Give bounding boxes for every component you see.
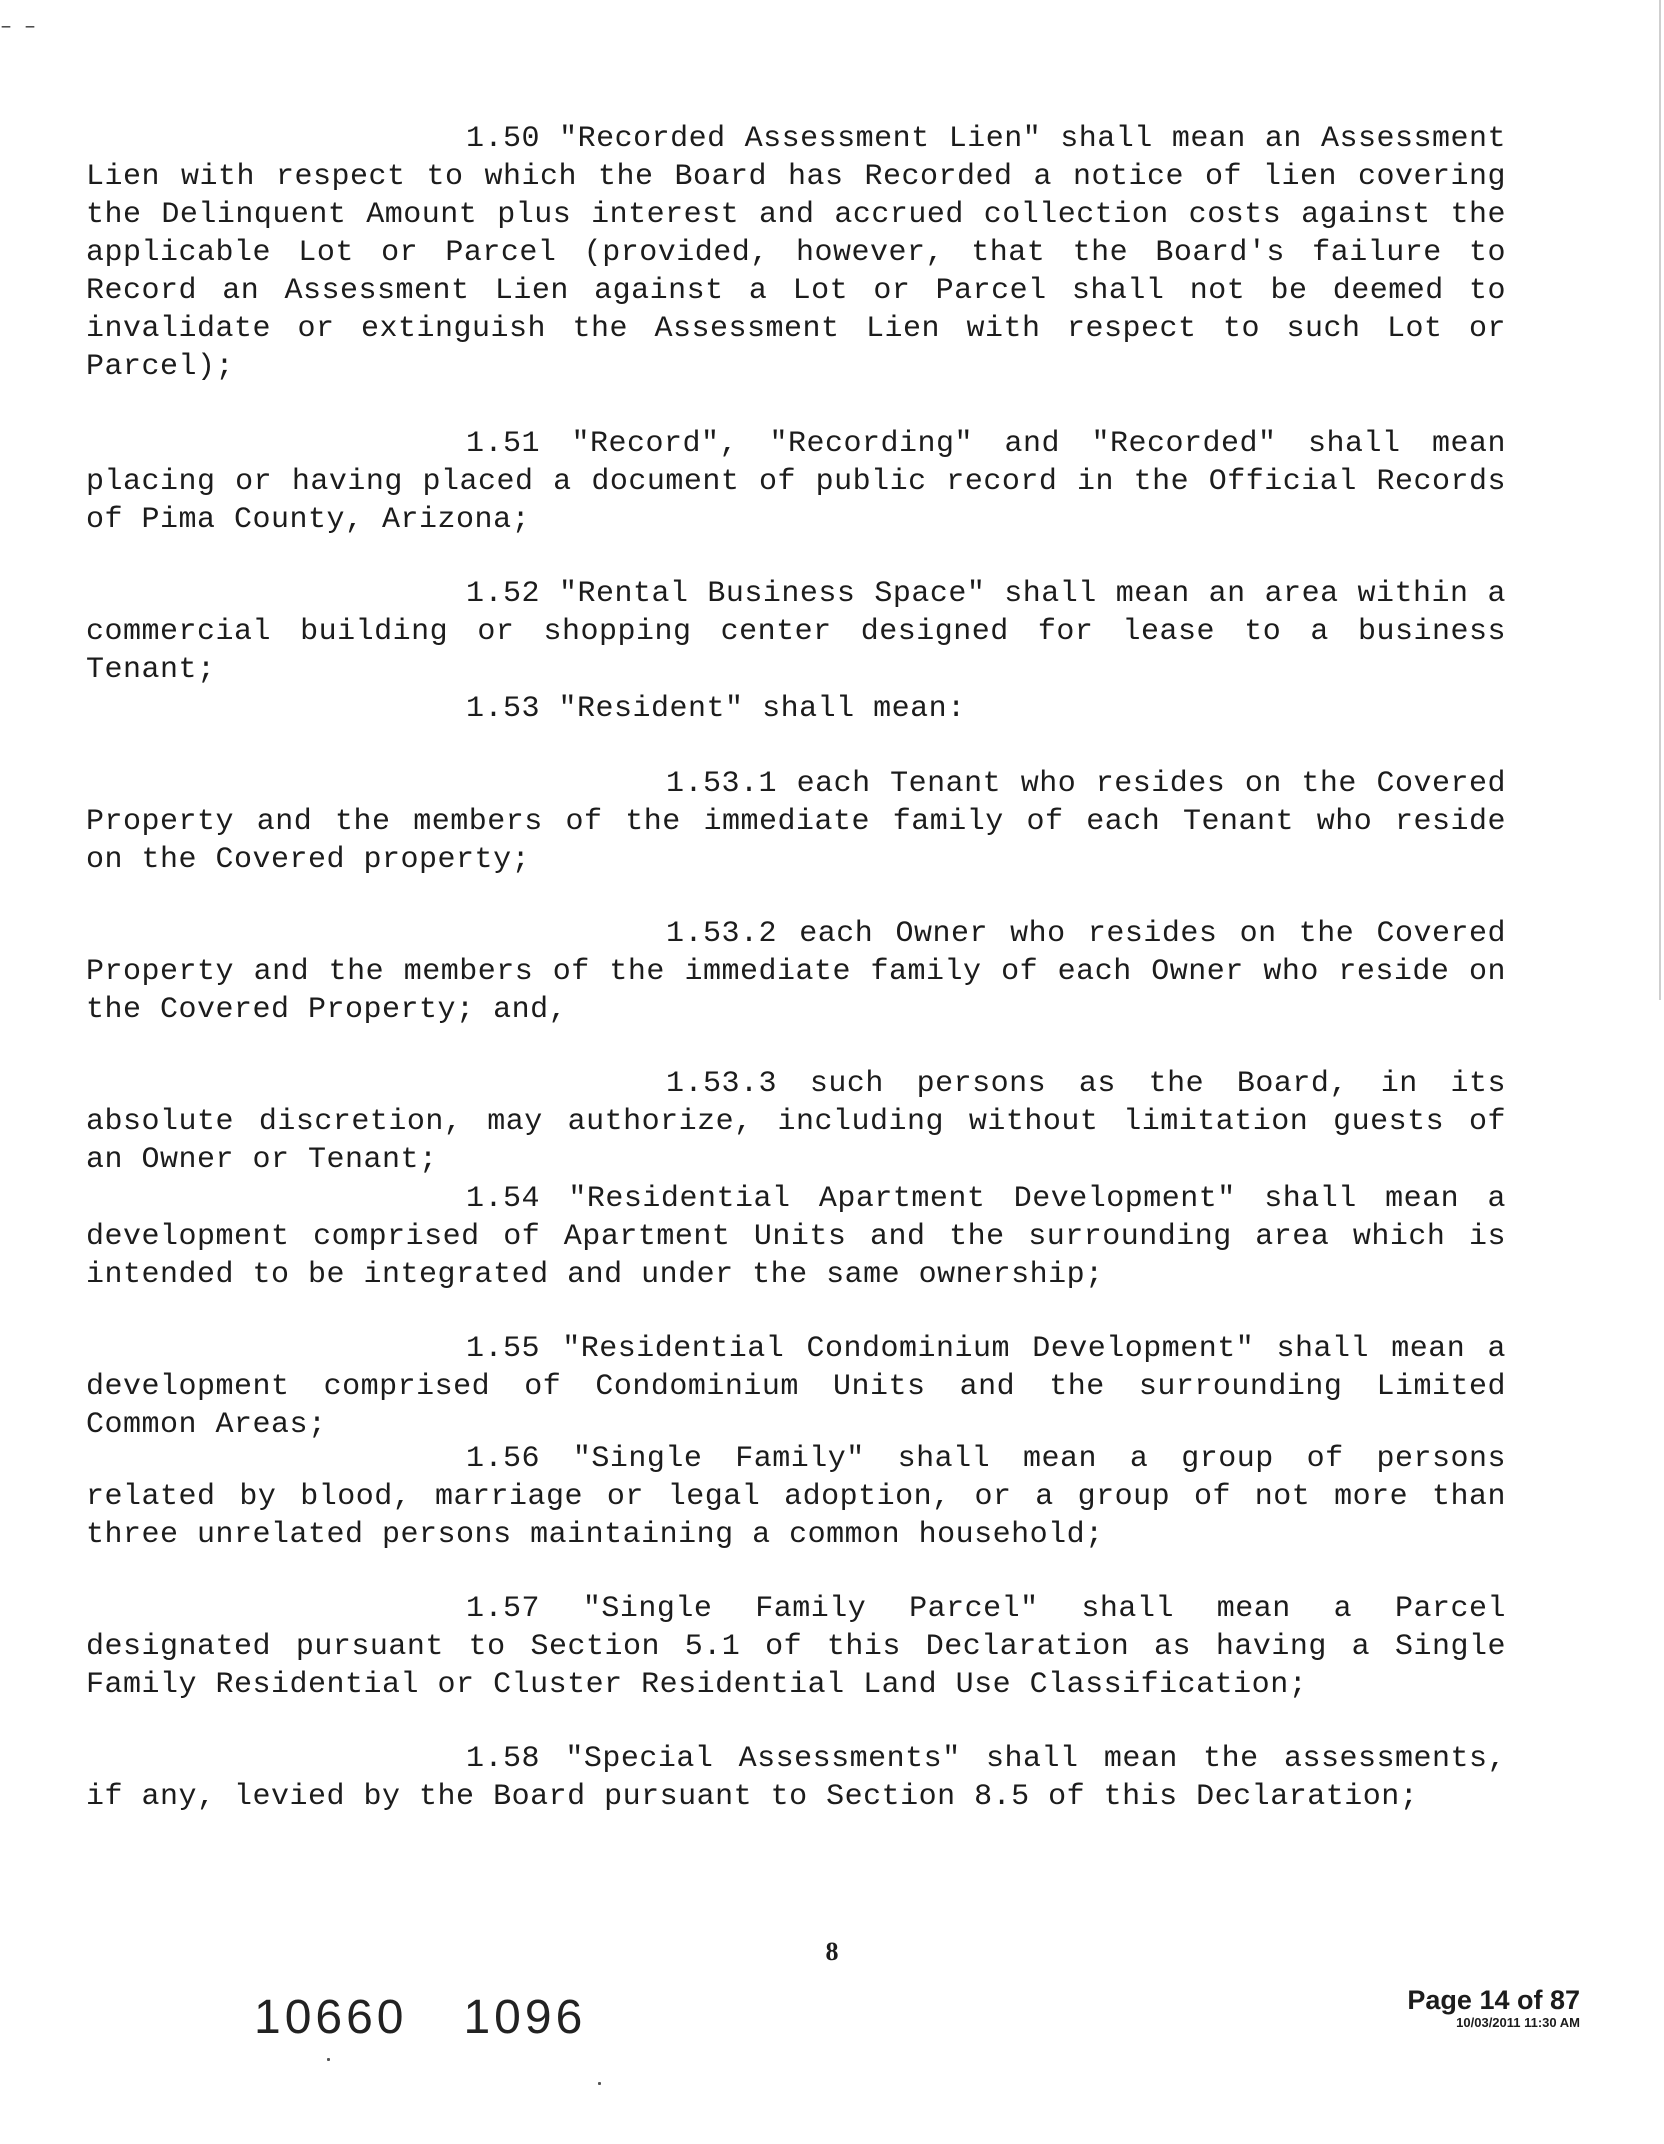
definition-text: "Special Assessments" shall mean the assessments, if any, levied by the Board pursuant to Section 8.5 of this Declaration; xyxy=(86,1742,1506,1814)
definition-number: 1.53.3 xyxy=(666,1067,778,1101)
definition-text: each Owner who resides on the Covered Property and the members of the immediate family of each Owner who reside on the Covered Property; and, xyxy=(86,917,1506,1027)
definition-text: such persons as the Board, in its absolute discretion, may authorize, including without limitation guests of an Owner or Tenant; xyxy=(86,1067,1506,1177)
definition-1-52 xyxy=(86,575,1506,689)
definition-1-53 xyxy=(86,690,1506,728)
definition-text: "Recorded Assessment Lien" shall mean an Assessment Lien with respect to which the Board has Recorded a notice of lien covering the Delinquent Amount plus interest and accrued collection costs against the applicable Lot or Parcel (provided, however, that the Board's failure to Record an Assessment Lien against a Lot or Parcel shall not be deemed to invalidate or extinguish the Assessment Lien with respect to such Lot or Parcel); xyxy=(86,122,1506,384)
recording-book-page xyxy=(254,1990,642,2045)
definition-number: 1.51 xyxy=(466,427,541,461)
definition-number: 1.55 xyxy=(466,1332,541,1366)
corner-mark: – – xyxy=(0,16,37,39)
definition-number: 1.52 xyxy=(466,577,541,611)
definition-number: 1.50 xyxy=(466,122,541,156)
book-number: 10660 xyxy=(254,1991,408,2044)
definition-number: 1.53.1 xyxy=(666,767,778,801)
page-of-count: Page 14 of 87 xyxy=(1407,1985,1580,2015)
definition-1-56 xyxy=(86,1440,1506,1554)
definition-1-54 xyxy=(86,1180,1506,1294)
definition-number: 1.53 xyxy=(466,692,541,726)
definition-text: "Residential Apartment Development" shall mean a development comprised of Apartment Units and the surrounding area which is intended to be integrated and under the same ownership; xyxy=(86,1182,1507,1292)
definition-text: "Record", "Recording" and "Recorded" shall mean placing or having placed a document of public record in the Official Records of Pima County, Arizona; xyxy=(86,427,1506,537)
definition-1-53-2 xyxy=(86,915,1506,1029)
scan-speck xyxy=(598,2082,601,2085)
definition-1-58 xyxy=(86,1740,1506,1816)
book-page-number: 1096 xyxy=(463,1991,587,2044)
definition-text: each Tenant who resides on the Covered Property and the members of the immediate family of each Tenant who reside on the Covered property; xyxy=(86,767,1506,877)
timestamp: 10/03/2011 11:30 AM xyxy=(1456,2015,1580,2030)
definition-1-53-3 xyxy=(86,1065,1506,1179)
definition-text: "Resident" shall mean: xyxy=(558,692,966,726)
definition-text: "Single Family Parcel" shall mean a Parcel designated pursuant to Section 5.1 of this Declaration as having a Single Family Residential or Cluster Residential Land Use Classification; xyxy=(86,1592,1506,1702)
definition-1-51 xyxy=(86,425,1506,539)
definition-number: 1.54 xyxy=(466,1182,541,1216)
definition-text: "Single Family" shall mean a group of persons related by blood, marriage or legal adoption, or a group of not more than three unrelated persons maintaining a common household; xyxy=(86,1442,1506,1552)
definition-1-55 xyxy=(86,1330,1506,1444)
scan-edge-line xyxy=(1659,0,1661,1000)
definition-text: "Residential Condominium Development" shall mean a development comprised of Condominium Units and the surrounding Limited Common Areas; xyxy=(86,1332,1506,1442)
definition-1-57 xyxy=(86,1590,1506,1704)
definition-number: 1.53.2 xyxy=(666,917,778,951)
definition-text: "Rental Business Space" shall mean an area within a commercial building or shopping center designed for lease to a business Tenant; xyxy=(86,577,1506,687)
definition-number: 1.57 xyxy=(466,1592,541,1626)
scan-speck xyxy=(327,2058,330,2061)
definition-number: 1.56 xyxy=(466,1442,541,1476)
definition-1-50 xyxy=(86,120,1506,386)
page-number: 8 xyxy=(825,1937,839,1966)
definition-number: 1.58 xyxy=(466,1742,541,1776)
definition-1-53-1 xyxy=(86,765,1506,879)
page-stamp xyxy=(1370,1985,1580,2031)
